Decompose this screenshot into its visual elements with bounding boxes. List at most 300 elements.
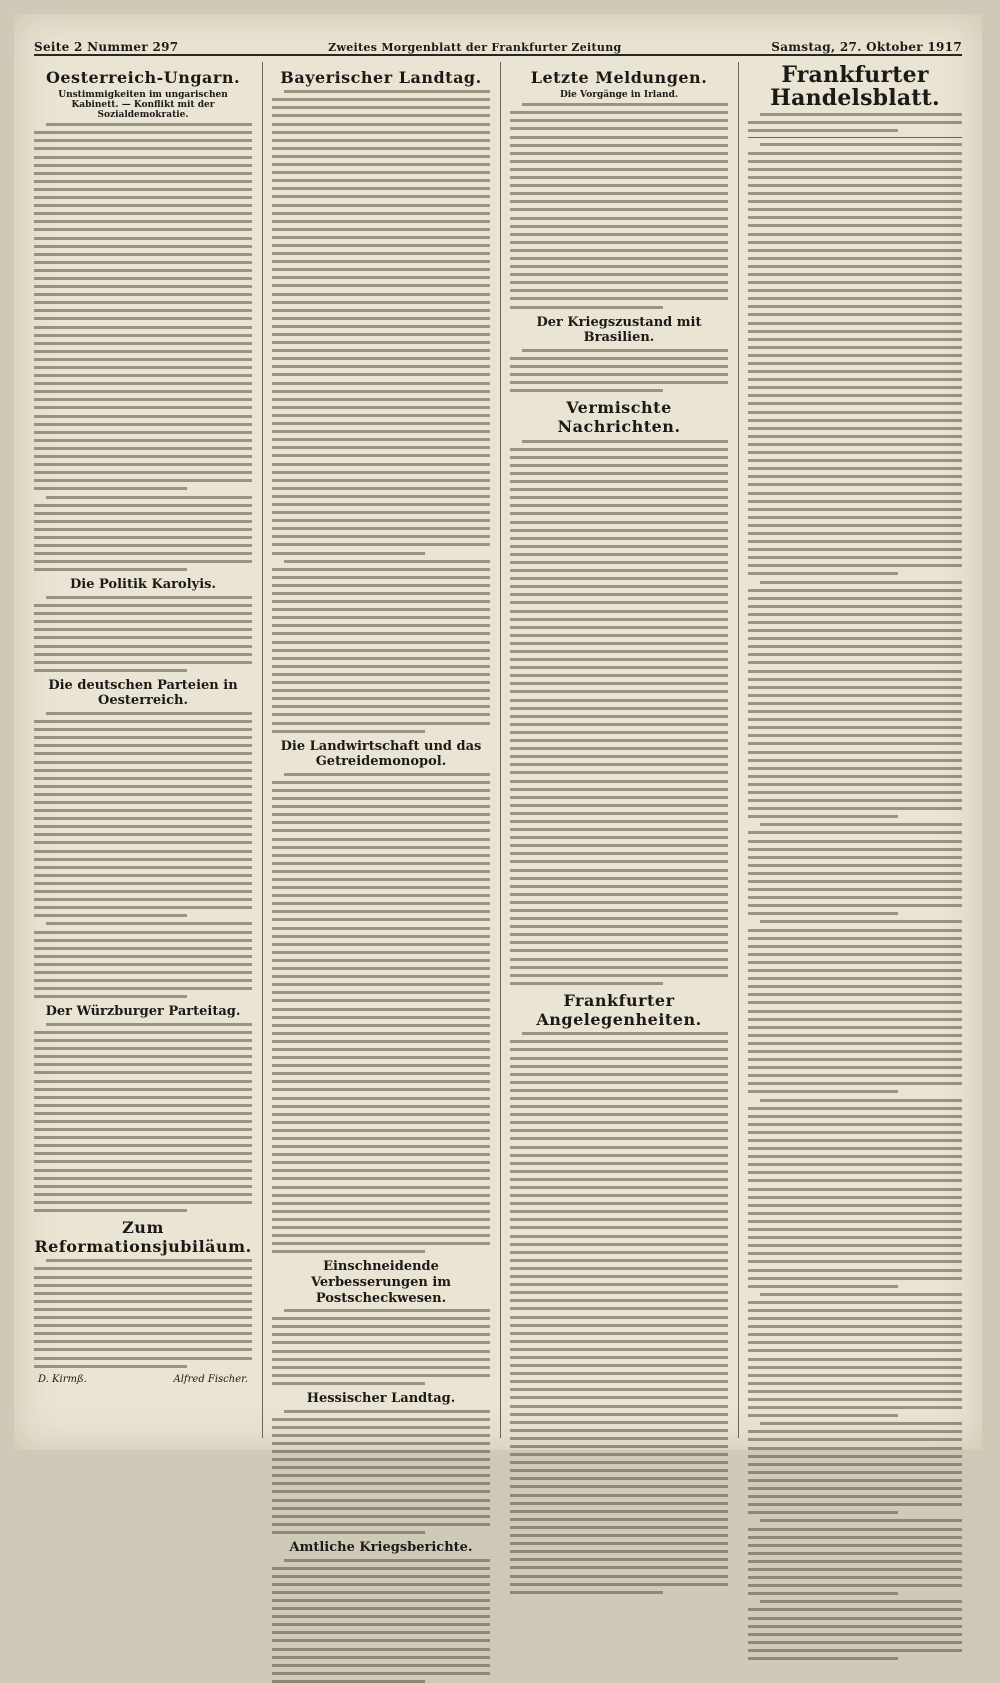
text-line (34, 269, 252, 272)
text-line (748, 1536, 962, 1539)
article-paragraph (510, 349, 728, 392)
text-line (272, 147, 490, 150)
text-line (272, 1040, 490, 1043)
text-line (272, 1567, 490, 1570)
text-line (748, 678, 962, 681)
text-line (272, 1499, 490, 1502)
text-line (510, 1421, 728, 1424)
text-line (510, 217, 728, 220)
text-line (748, 718, 962, 721)
text-line (34, 147, 252, 150)
text-line (34, 817, 252, 820)
article-paragraph (748, 143, 962, 575)
text-line (748, 313, 962, 316)
text-line (34, 188, 252, 191)
text-line (272, 616, 490, 619)
text-line (748, 848, 962, 851)
text-line (510, 885, 728, 888)
page-number: Seite 2 Nummer 297 (34, 40, 179, 54)
text-line (34, 1088, 252, 1091)
text-line (748, 475, 962, 478)
text-line (272, 1325, 490, 1328)
text-line (272, 438, 490, 441)
text-line (748, 1196, 962, 1199)
article-paragraph (34, 712, 252, 917)
text-line (510, 1340, 728, 1343)
text-line (46, 1259, 252, 1262)
text-line (748, 435, 962, 438)
text-line (34, 1152, 252, 1155)
text-line (510, 844, 728, 847)
text-line (272, 1056, 490, 1059)
text-line (510, 257, 728, 260)
text-line (748, 200, 962, 203)
text-line (748, 1366, 962, 1369)
text-line (510, 812, 728, 815)
text-line (748, 1333, 962, 1336)
text-line (272, 813, 490, 816)
article-subheading: Unstimmigkeiten im ungarischen Kabinett. — Konflikt mit der Sozialdemokratie. (58, 90, 228, 121)
text-line (748, 1349, 962, 1352)
text-line (760, 1099, 962, 1102)
text-line (748, 354, 962, 357)
text-line (748, 233, 962, 236)
text-line (272, 341, 490, 344)
text-line (510, 1534, 728, 1537)
article-paragraph (748, 113, 962, 132)
text-line (510, 119, 728, 122)
text-line (272, 1169, 490, 1172)
text-line (510, 537, 728, 540)
text-line (748, 508, 962, 511)
text-line (510, 357, 728, 360)
text-line (748, 597, 962, 600)
section-divider (748, 137, 962, 138)
text-line (748, 1317, 962, 1320)
text-line (272, 1672, 490, 1675)
text-line (748, 1131, 962, 1134)
article-heading: Der Kriegszustand mit Brasilien. (536, 314, 702, 346)
article-signature (38, 1374, 248, 1385)
text-line (748, 1277, 962, 1280)
text-line (510, 225, 728, 228)
text-line (748, 686, 962, 689)
text-line (272, 1088, 490, 1091)
text-line (748, 759, 962, 762)
text-line (748, 168, 962, 171)
text-line (34, 196, 252, 199)
text-line (34, 204, 252, 207)
text-line (34, 612, 252, 615)
text-line (510, 1178, 728, 1181)
text-line (510, 788, 728, 791)
text-line (34, 342, 252, 345)
article-paragraph (748, 581, 962, 819)
text-line (272, 846, 490, 849)
article-paragraph (34, 922, 252, 998)
text-line (748, 1155, 962, 1158)
text-line (34, 858, 252, 861)
text-line (272, 781, 490, 784)
text-line (272, 1250, 425, 1253)
text-line (34, 528, 252, 531)
article-paragraph (748, 1422, 962, 1514)
text-line (748, 572, 898, 575)
text-line (34, 1267, 252, 1270)
text-line (510, 1542, 728, 1545)
text-line (510, 1324, 728, 1327)
text-line (510, 723, 728, 726)
text-line (34, 850, 252, 853)
text-line (748, 856, 962, 859)
text-line (34, 277, 252, 280)
text-line (272, 1105, 490, 1108)
text-line (34, 301, 252, 304)
text-line (272, 722, 490, 725)
text-line (272, 1583, 490, 1586)
article-paragraph (510, 440, 728, 985)
text-line (748, 1414, 898, 1417)
text-line (748, 1058, 962, 1061)
text-line (748, 1560, 962, 1563)
text-line (748, 734, 962, 737)
text-line (510, 869, 728, 872)
text-line (748, 1471, 962, 1474)
text-line (272, 730, 425, 733)
text-line (510, 585, 728, 588)
text-line (510, 1218, 728, 1221)
text-line (748, 767, 962, 770)
text-line (510, 1097, 728, 1100)
text-line (272, 910, 490, 913)
text-line (748, 1625, 962, 1628)
text-line (34, 1096, 252, 1099)
text-line (510, 601, 728, 604)
text-line (34, 1201, 252, 1204)
text-line (510, 504, 728, 507)
text-line (748, 621, 962, 624)
text-line (510, 1388, 728, 1391)
text-line (748, 1269, 962, 1272)
article-heading: Der Würzburger Parteitag. (45, 1004, 241, 1020)
text-line (34, 253, 252, 256)
text-line (510, 1186, 728, 1189)
text-line (510, 160, 728, 163)
text-line (510, 1210, 728, 1213)
text-line (748, 419, 962, 422)
text-line (34, 1316, 252, 1319)
text-line (272, 1366, 490, 1369)
text-line (748, 1511, 898, 1514)
text-line (272, 1466, 490, 1469)
columns-area (34, 62, 962, 1555)
text-line (34, 1365, 187, 1368)
text-line (34, 971, 252, 974)
text-line (272, 487, 490, 490)
text-line (272, 1234, 490, 1237)
text-line (34, 439, 252, 442)
text-line (272, 1523, 490, 1526)
text-line (272, 479, 490, 482)
text-line (510, 1251, 728, 1254)
text-line (748, 265, 962, 268)
text-line (510, 389, 663, 392)
text-line (748, 694, 962, 697)
text-line (34, 1292, 252, 1295)
text-line (510, 1162, 728, 1165)
text-line (272, 382, 490, 385)
text-line (748, 637, 962, 640)
text-line (272, 139, 490, 142)
text-line (272, 1016, 490, 1019)
text-line (748, 864, 962, 867)
text-line (34, 825, 252, 828)
text-line (34, 906, 252, 909)
text-line (34, 520, 252, 523)
text-line (510, 1583, 728, 1586)
text-line (748, 1657, 898, 1660)
text-line (748, 346, 962, 349)
text-line (510, 1461, 728, 1464)
article-paragraph (748, 920, 962, 1093)
text-line (510, 941, 728, 944)
text-line (272, 608, 490, 611)
text-line (748, 322, 962, 325)
text-line (510, 289, 728, 292)
text-line (272, 236, 490, 239)
newspaper-page (14, 14, 982, 1555)
text-line (34, 1128, 252, 1131)
text-line (46, 596, 252, 599)
text-line (748, 589, 962, 592)
text-line (748, 1552, 962, 1555)
text-line (272, 1341, 490, 1344)
text-line (34, 228, 252, 231)
text-line (510, 1259, 728, 1262)
text-line (272, 1591, 490, 1594)
text-line (748, 273, 962, 276)
text-line (510, 949, 728, 952)
text-line (272, 1490, 490, 1493)
text-line (272, 98, 490, 101)
article-heading: Die Politik Karolyis. (70, 577, 216, 593)
issue-date: Samstag, 27. Oktober 1917 (771, 40, 962, 54)
text-line (272, 1350, 490, 1353)
text-line (272, 373, 490, 376)
text-line (510, 1469, 728, 1472)
text-line (510, 650, 728, 653)
text-line (510, 512, 728, 515)
text-line (748, 1018, 962, 1021)
text-line (34, 1071, 252, 1074)
text-line (46, 922, 252, 925)
text-line (748, 1179, 962, 1182)
text-line (510, 1081, 728, 1084)
text-line (34, 431, 252, 434)
text-line (510, 1040, 728, 1043)
text-line (510, 1332, 728, 1335)
text-line (510, 860, 728, 863)
text-line (748, 1123, 962, 1126)
text-line (272, 252, 490, 255)
text-line (510, 168, 728, 171)
text-line (748, 605, 962, 608)
text-line (34, 1340, 252, 1343)
text-line (272, 123, 490, 126)
text-line (748, 904, 962, 907)
text-line (510, 901, 728, 904)
text-line (510, 796, 728, 799)
article-subheading: Die Vorgänge in Irland. (559, 90, 679, 101)
text-line (284, 560, 490, 563)
text-line (748, 799, 962, 802)
text-line (272, 1515, 490, 1518)
text-line (510, 682, 728, 685)
text-line (748, 1115, 962, 1118)
text-line (748, 953, 962, 956)
text-line (272, 495, 490, 498)
text-line (510, 1575, 728, 1578)
text-line (34, 261, 252, 264)
text-line (46, 1023, 252, 1026)
text-line (510, 192, 728, 195)
text-line (510, 909, 728, 912)
text-line (748, 121, 962, 124)
text-line (510, 771, 728, 774)
text-line (748, 929, 962, 932)
text-line (272, 697, 490, 700)
text-line (748, 1608, 962, 1611)
page-header (34, 32, 962, 56)
text-line (272, 1358, 490, 1361)
text-line (34, 479, 252, 482)
text-line (34, 890, 252, 893)
text-line (748, 969, 962, 972)
text-line (510, 610, 728, 613)
text-line (748, 540, 962, 543)
text-line (748, 297, 962, 300)
text-line (748, 459, 962, 462)
text-line (34, 293, 252, 296)
text-line (34, 1276, 252, 1279)
text-line (510, 1364, 728, 1367)
text-line (34, 720, 252, 723)
text-line (34, 1112, 252, 1115)
text-line (748, 1090, 898, 1093)
text-line (510, 1477, 728, 1480)
text-line (272, 390, 490, 393)
text-line (748, 661, 962, 664)
text-line (272, 1145, 490, 1148)
text-line (272, 1072, 490, 1075)
text-line (34, 769, 252, 772)
text-line (748, 394, 962, 397)
text-line (34, 156, 252, 159)
article-paragraph (510, 1032, 728, 1593)
text-line (34, 382, 252, 385)
text-line (748, 152, 962, 155)
text-line (272, 179, 490, 182)
text-line (748, 1244, 962, 1247)
text-line (34, 423, 252, 426)
text-line (272, 284, 490, 287)
text-line (748, 1495, 962, 1498)
text-line (272, 398, 490, 401)
text-line (760, 113, 962, 116)
text-line (760, 1600, 962, 1603)
text-line (272, 1080, 490, 1083)
text-line (748, 1074, 962, 1077)
text-line (272, 592, 490, 595)
text-line (34, 874, 252, 877)
text-line (272, 244, 490, 247)
text-line (510, 1267, 728, 1270)
text-line (34, 1120, 252, 1123)
text-line (748, 888, 962, 891)
text-line (748, 742, 962, 745)
text-line (272, 902, 490, 905)
text-line (34, 728, 252, 731)
text-line (34, 801, 252, 804)
text-line (272, 1639, 490, 1642)
text-line (522, 349, 728, 352)
text-line (272, 641, 490, 644)
text-line (272, 1317, 490, 1320)
text-line (748, 1455, 962, 1458)
text-line (272, 789, 490, 792)
article-heading: Letzte Meldungen. (530, 68, 708, 87)
text-line (748, 775, 962, 778)
text-line (748, 1212, 962, 1215)
text-line (510, 1202, 728, 1205)
text-line (272, 552, 425, 555)
text-line (510, 780, 728, 783)
text-line (748, 1463, 962, 1466)
article-heading: Hessischer Landtag. (306, 1390, 456, 1406)
text-line (748, 1568, 962, 1571)
text-line (34, 536, 252, 539)
text-line (510, 464, 728, 467)
text-line (34, 1144, 252, 1147)
text-line (272, 301, 490, 304)
text-line (510, 136, 728, 139)
text-line (510, 184, 728, 187)
text-line (272, 471, 490, 474)
text-line (272, 665, 490, 668)
text-line (272, 705, 490, 708)
text-line (272, 1664, 490, 1667)
article-paragraph (272, 1559, 490, 1683)
text-line (510, 577, 728, 580)
text-line (748, 362, 962, 365)
article-heading: Amtliche Kriegsberichte. (289, 1539, 473, 1555)
text-line (748, 467, 962, 470)
text-line (748, 1050, 962, 1053)
text-line (748, 1641, 962, 1644)
text-line (34, 1193, 252, 1196)
text-line (272, 1599, 490, 1602)
text-line (272, 1575, 490, 1578)
text-line (34, 326, 252, 329)
text-line (748, 1220, 962, 1223)
text-line (34, 761, 252, 764)
text-line (34, 390, 252, 393)
text-line (34, 406, 252, 409)
text-line (34, 1104, 252, 1107)
signature-right: Alfred Fischer. (173, 1373, 248, 1385)
text-line (272, 228, 490, 231)
article-heading: Die deutschen Parteien in Oesterreich. (48, 677, 238, 709)
